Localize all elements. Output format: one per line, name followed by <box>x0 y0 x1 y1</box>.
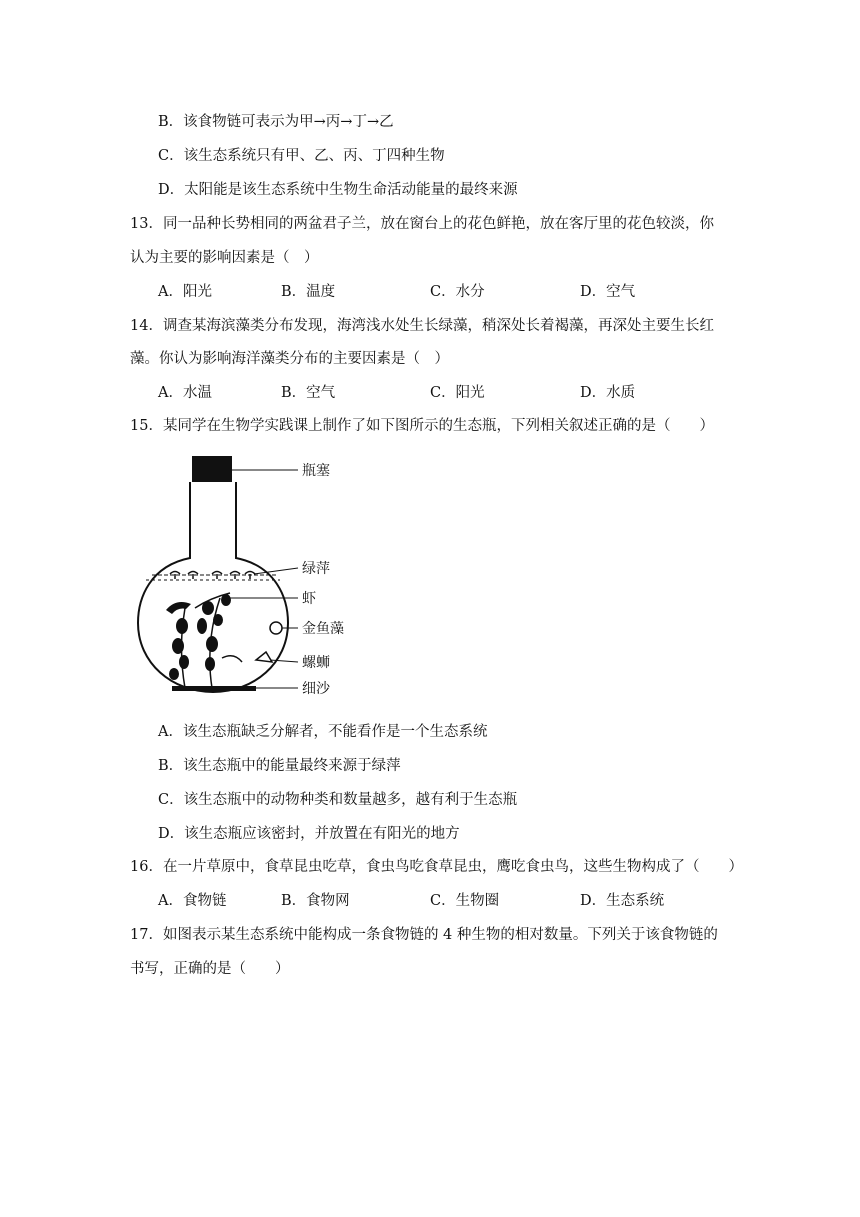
q13-option-a: A．阳光 <box>158 284 212 300</box>
shrimp-2 <box>222 656 242 662</box>
label-hornwort: 金鱼藻 <box>302 621 344 637</box>
q17-stem-line2: 书写，正确的是（ ） <box>130 961 290 977</box>
q14-option-a: A．水温 <box>158 385 212 401</box>
q14-stem-line2: 藻。你认为影响海洋藻类分布的主要因素是（ ） <box>130 351 449 367</box>
q13-option-c: C．水分 <box>430 284 485 300</box>
q15-option-c: C．该生态瓶中的动物种类和数量越多，越有利于生态瓶 <box>158 792 518 808</box>
q14-stem-line1: 14．调查某海滨藻类分布发现，海湾浅水处生长绿藻，稍深处长着褐藻，再深处主要生长红 <box>130 318 714 334</box>
q15-option-b: B．该生态瓶中的能量最终来源于绿萍 <box>158 758 401 774</box>
fine-sand <box>172 686 256 691</box>
q14-option-b: B．空气 <box>281 385 336 401</box>
q13-stem-line1: 13．同一品种长势相同的两盆君子兰，放在窗台上的花色鲜艳，放在客厅里的花色较淡，你 <box>130 216 714 232</box>
q12-option-c: C．该生态系统只有甲、乙、丙、丁四种生物 <box>158 148 445 164</box>
q13-option-d: D．空气 <box>580 284 636 300</box>
ecological-bottle-diagram <box>130 448 370 698</box>
label-snail: 螺蛳 <box>302 655 330 671</box>
snail <box>256 652 272 662</box>
q14-option-c: C．阳光 <box>430 385 485 401</box>
q16-option-d: D．生态系统 <box>580 893 665 909</box>
q13-stem-line2: 认为主要的影响因素是（ ） <box>130 250 319 266</box>
q15-option-d: D．该生态瓶应该密封，并放置在有阳光的地方 <box>158 826 460 842</box>
q16-stem: 16．在一片草原中，食草昆虫吃草，食虫鸟吃食草昆虫，鹰吃食虫鸟，这些生物构成了（ ） <box>130 859 743 875</box>
label-sand: 细沙 <box>302 681 330 697</box>
label-stopper: 瓶塞 <box>302 463 330 479</box>
q16-option-c: C．生物圈 <box>430 893 500 909</box>
q16-option-a: A．食物链 <box>158 893 227 909</box>
q17-stem-line1: 17．如图表示某生态系统中能构成一条食物链的 4 种生物的相对数量。下列关于该食物链的 <box>130 927 718 943</box>
q13-option-b: B．温度 <box>281 284 336 300</box>
q12-option-b: B．该食物链可表示为甲→丙→丁→乙 <box>158 114 394 130</box>
q12-option-d: D．太阳能是该生态系统中生物生命活动能量的最终来源 <box>158 182 518 198</box>
q16-option-b: B．食物网 <box>281 893 350 909</box>
q15-stem: 15．某同学在生物学实践课上制作了如下图所示的生态瓶，下列相关叙述正确的是（ ） <box>130 418 714 434</box>
bottle-stopper <box>192 456 232 482</box>
q15-option-a: A．该生态瓶缺乏分解者，不能看作是一个生态系统 <box>158 724 488 740</box>
shrimp <box>166 602 191 614</box>
q14-option-d: D．水质 <box>580 385 636 401</box>
label-shrimp: 虾 <box>302 591 316 607</box>
ecological-bottle-figure <box>130 448 370 698</box>
label-duckweed: 绿萍 <box>302 561 330 577</box>
hornwort-marker <box>270 622 282 634</box>
